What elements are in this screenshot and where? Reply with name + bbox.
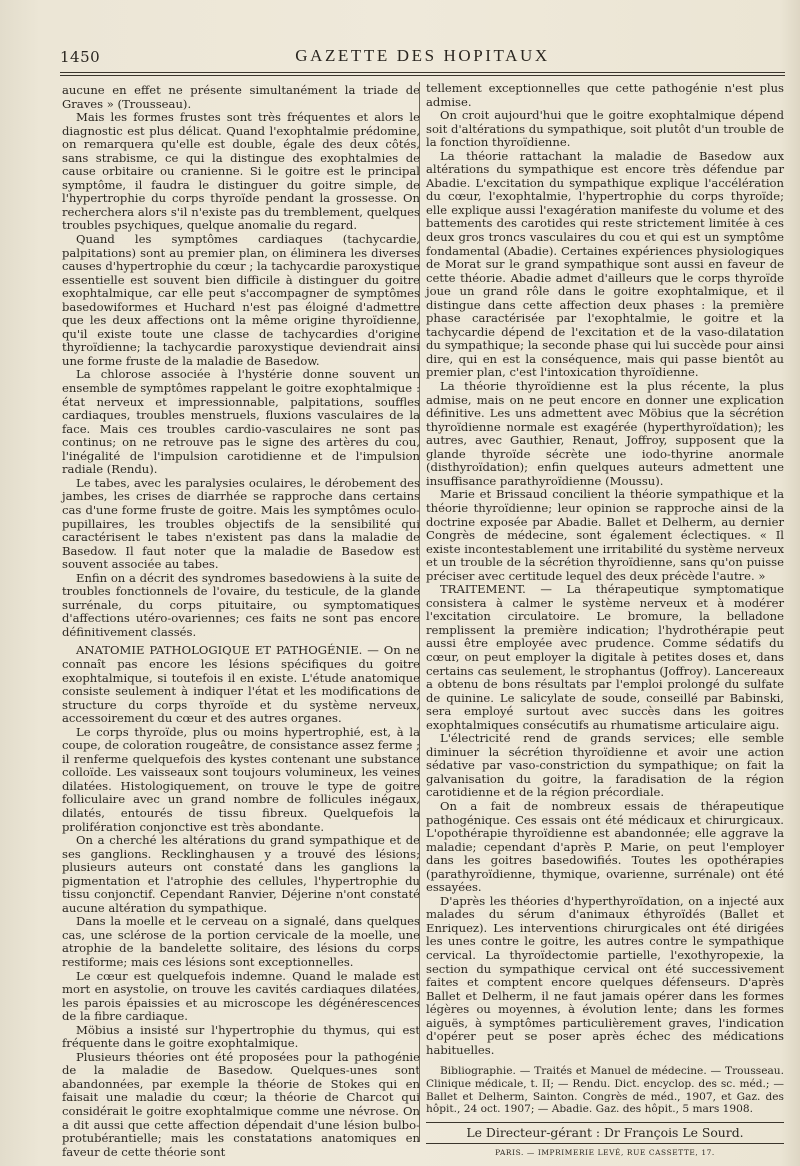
paragraph: On a fait de nombreux essais de thérapeutique pathogénique. Ces essais ont été médicaux et chirurgicaux. L'opothérapie thyroïdienne est abandonnée; elle aggrave la maladie; cependant d'après P. Marie, on peut l'employer dans les goitres basedowifiés. Toutes les opothérapies (parathyroïdienne, thymique, ovarienne, surrénale) ont été essayées. — [426, 798, 784, 895]
paragraph: La théorie thyroïdienne est la plus récente, la plus admise, mais on ne peut encore en donner une explication définitive. Les uns admettent avec Möbius que la sécrétion thyroïdienne normale est exagérée (hyperthyroïdation); les autres, avec Gauthier, Renaut, Joffroy, supposent que la glande thyroïde sécrète une iodo-thyrine anormale (disthyroïdation); enfin quelques auteurs admettent une insuffisance parathyroïdienne (Moussu). — [426, 379, 784, 488]
paragraph: Le cœur est quelquefois indemne. Quand le malade est mort en asystolie, on trouve les cavités cardiaques dilatées, les parois épaissies et au microscope les dégénérescences de la fibre cardiaque. — [62, 968, 420, 1024]
paragraph: Le corps thyroïde, plus ou moins hypertrophié, est, à la coupe, de coloration rougeâtre, de consistance assez ferme ; il renferme quelquefois des kystes contenant une substance colloïde. Les vaisseaux sont toujours volumineux, les veines dilatées. Histologiquement, on trouve le type de goitre folliculaire avec un grand nombre de follicules inégaux, dilatés, entourés de tissu fibreux. Quelquefois la prolifération conjonctive est très abondante. — [62, 724, 420, 834]
paragraph: On croit aujourd'hui que le goitre exophtalmique dépend soit d'altérations du sympathique, soit plutôt d'un trouble de la fonction thyroïdienne. — [426, 108, 784, 150]
paragraph: Mais les formes frustes sont très fréquentes et alors le diagnostic est plus délicat. Quand l'exophtalmie prédomine, on remarquera qu'elle est double, égale des deux côtés, sans strabisme, ce qui la distingue des exophtalmies de cause orbitaire ou cranienne. Si le goitre est le principal symptôme, il faudra le distinguer du goitre simple, de l'hypertrophie du corps thyroïde pendant la grossesse. On recherchera alors s'il n'existe pas du tremblement, quelques troubles psychiques, quelque anomalie du regard. — [62, 110, 420, 233]
paragraph: D'après les théories d'hyperthyroïdation, on a injecté aux malades du sérum d'animaux éthyroïdés (Ballet et Enriquez). Les interventions chirurgicales ont été dirigées les unes contre le goitre, les autres contre le sympathique cervical. La thyroïdectomie partielle, l'exothyropexie, la section du sympathique cervical ont été successivement faites et comptent encore quelques défenseurs. D'après Ballet et Delherm, il ne faut jamais opérer dans les formes légères ou moyennes, à évolution lente; dans les formes aiguës, à symptômes particulièrement graves, l'indication d'opérer peut se poser après échec des médications habituelles. — [426, 893, 784, 1057]
paragraph: Marie et Brissaud concilient la théorie sympathique et la théorie thyroïdienne; leur opinion se rapproche ainsi de la doctrine exposée par Abadie. Ballet et Delherm, au dernier Congrès de médecine, sont également éclectiques. « Il existe incontestablement une irritabilité du système nerveux et un trouble de la sécrétion thyroïdienne, sans qu'on puisse préciser avec certitude lequel des deux précède l'autre. » — [426, 487, 784, 583]
paragraph: Möbius a insisté sur l'hypertrophie du thymus, qui est fréquente dans le goitre exophtalmique. — [62, 1022, 420, 1051]
paragraph: Le tabes, avec les paralysies oculaires, le dérobement des jambes, les crises de diarrhée se rapproche dans certains cas d'une forme fruste de goitre. Mais les symptômes oculo-pupillaires, les troubles objectifs de la sensibilité qui caractérisent le tabes n'existent pas dans la maladie de Basedow. Il faut noter que la maladie de Basedow est souvent associée au tabes. — [62, 475, 420, 572]
paragraph: On a cherché les altérations du grand sympathique et de ses ganglions. Recklinghausen y a trouvé des lésions; plusieurs auteurs ont constaté dans les ganglions la pigmentation et l'atrophie des cellules, l'hypertrophie du tissu conjonctif. Cependant Ranvier, Déjerine n'ont constaté aucune altération du sympathique. — [62, 833, 420, 915]
printer-imprint: PARIS. — IMPRIMERIE LEVÉ, RUE CASSETTE, 17. — [495, 1147, 715, 1157]
paragraph: Enfin on a décrit des syndromes basedowiens à la suite de troubles fonctionnels de l'ovaire, du testicule, de la glande surrénale, du corps pituitaire, ou symptomatiques d'affections utéro-ovariennes; ces faits ne sont pas encore définitivement classés. — [62, 570, 420, 639]
section-traitement: TRAITEMENT. — La thérapeutique symptomatique consistera à calmer le système nerveux et à modérer l'excitation circulatoire. Le bromure, la belladone remplissent la première indication; l'hydrothérapie peut aussi être employée avec prudence. Comme sédatifs du cœur, on peut employer la digitale à petites doses et, dans certains cas seulement, le strophantus (Joffroy). Lancereaux a obtenu de bons résultats par l'emploi prolongé du sulfate de quinine. Le salicylate de soude, conseillé par Babinski, sera employé surtout avec succès dans les goitres exophtalmiques consécutifs au rhumatisme articulaire aigu. — [426, 582, 784, 732]
signature-rule — [426, 1122, 784, 1123]
director-signature: Le Directeur-gérant : Dr François Le Sourd. — [466, 1124, 744, 1140]
column-divider — [419, 82, 420, 1142]
left-column — [62, 84, 420, 1159]
paragraph: Plusieurs théories ont été proposées pour la pathogénie de la maladie de Basedow. Quelques-unes sont abandonnées, par exemple la théorie de Stokes qui en faisait une maladie du cœur; la théorie de Charcot qui considérait le goitre exophtalmique comme une névrose. On a dit aussi que cette affection dépendait d'une lésion bulbo-protubérantielle; mais les constatations anatomiques en faveur de cette théorie sont — [62, 1049, 420, 1159]
paragraph: Quand les symptômes cardiaques (tachycardie, palpitations) sont au premier plan, on éliminera les diverses causes d'hypertrophie du cœur ; la tachycardie paroxystique essentielle est souvent bien difficile à distinguer du goitre exophtalmique, car elle peut s'accompagner de symptômes basedowiformes et Huchard n'est pas éloigné d'admettre que les deux affections ont la même origine thyroïdienne, qu'il existe toute une classe de tachycardies d'origine thyroïdienne; la tachycardie paroxystique deviendrait ainsi une forme fruste de la maladie de Basedow. — [62, 232, 420, 368]
paragraph: L'électricité rend de grands services; elle semble diminuer la sécrétion thyroïdienne et avoir une action sédative par vaso-constriction du sympathique; on fait la galvanisation du goitre, la faradisation de la région carotidienne et de la région précordiale. — [426, 731, 784, 800]
header-rule — [60, 72, 785, 73]
paragraph: aucune en effet ne présente simultanément la triade de Graves » (Trousseau). — [62, 83, 420, 111]
bibliography: Bibliographie. — Traités et Manuel de médecine. — Trousseau. Clinique médicale, t. II; — Rendu. Dict. encyclop. des sc. méd.; — Ballet et Delherm, Sainton. Congrès de méd., 1907, et Gaz. des hôpit., 24 oct. 1907; — Abadie. Gaz. des hôpit., 5 mars 1908. — [426, 1065, 784, 1116]
paragraph: Dans la moelle et le cerveau on a signalé, dans quelques cas, une sclérose de la portion cervicale de la moelle, une atrophie de la bandelette solitaire, des lésions du corps restiforme; mais ces lésions sont exceptionnelles. — [62, 914, 420, 969]
page-number: 1450 — [60, 48, 101, 66]
paragraph: La chlorose associée à l'hystérie donne souvent un ensemble de symptômes rappelant le goitre exophtalmique : état nerveux et impressionnable, palpitations, souffles cardiaques, troubles menstruels, fluxions vasculaires de la face. Mais ces troubles cardio-vasculaires ne sont pas continus; on ne retrouve pas le signe des artères du cou, l'inégalité de l'impulsion carotidienne et de l'impulsion radiale (Rendu). — [62, 367, 420, 477]
paragraph: tellement exceptionnelles que cette pathogénie n'est plus admise. — [426, 81, 784, 109]
right-column — [426, 82, 784, 1158]
paragraph: La théorie rattachant la maladie de Basedow aux altérations du sympathique est encore très défendue par Abadie. L'excitation du sympathique explique l'accélération du cœur, l'exophtalmie, l'hypertrophie du corps thyroïde; elle explique aussi l'exagération manifeste du volume et des battements des carotides qui reste strictement limitée à ces deux gros troncs vasculaires du cou et qui est un symptôme fondamental (Abadie). Certaines expériences physiologiques de Morat sur le grand sympathique sont aussi en faveur de cette théorie. Abadie admet d'ailleurs que le corps thyroïde joue un grand rôle dans le goitre exophtalmique, et il distingue dans cette affection deux phases : la première phase caractérisée par l'exophtalmie, le goitre et la tachycardie dépend de l'excitation et de la vaso-dilatation du sympathique; la seconde phase qui lui succède pour ainsi dire, qui en est la conséquence, mais qui passe bientôt au premier plan, c'est l'intoxication thyroïdienne. — [426, 148, 784, 380]
header-rule-thin — [60, 75, 785, 76]
section-anatomie-pathologique: ANATOMIE PATHOLOGIQUE ET PATHOGÉNIE. — On ne connaît pas encore les lésions spécifiques du goitre exophtalmique, si toutefois il en existe. L'étude anatomique consiste seulement à indiquer l'état et les modifications de structure du corps thyroïde et du système nerveux, accessoirement du cœur et des autres organes. — [62, 643, 420, 726]
signature-rule-bottom — [426, 1143, 784, 1144]
journal-title: GAZETTE DES HOPITAUX — [295, 46, 550, 65]
page-header — [60, 44, 785, 68]
